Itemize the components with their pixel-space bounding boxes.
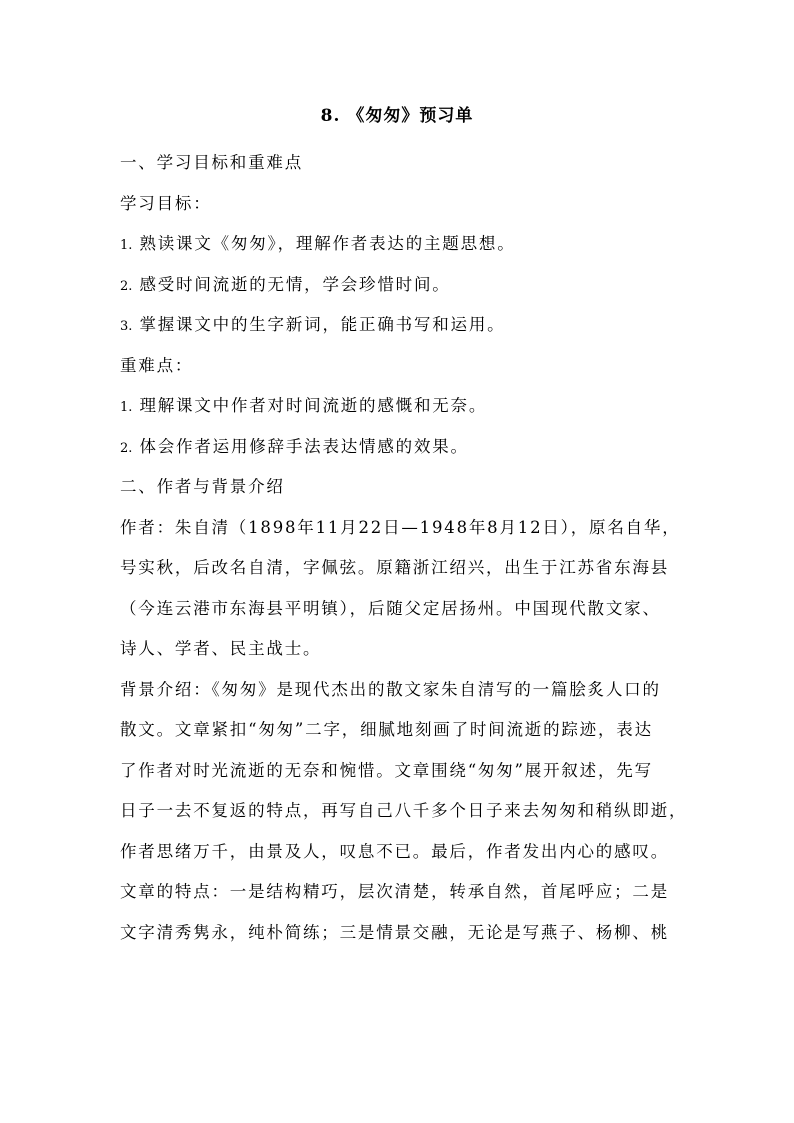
goal-item <box>120 305 690 346</box>
goal-number: 3. <box>120 319 133 334</box>
author-paragraph-line: 诗人、学者、民主战士。 <box>120 639 322 658</box>
background-paragraph-line: 了作者对时光流逝的无奈和惋惜。文章围绕“匆匆”展开叙述，先写 <box>120 760 653 780</box>
difficulty-number: 2. <box>120 440 133 456</box>
goal-text: 感受时间流逝的无情，学会珍惜时间。 <box>132 274 451 294</box>
background-paragraph-line: 背景介绍：《匆匆》是现代杰出的散文家朱自清写的一篇脍炙人口的 <box>120 679 661 699</box>
section-heading-goals: 一、学习目标和重难点 <box>120 153 303 172</box>
goal-number: 2. <box>120 278 133 294</box>
goal-text: 掌握课文中的生字新词，能正确书写和运用。 <box>132 315 506 334</box>
background-paragraph-line: 作者思绪万千，由景及人，叹息不已。最后，作者发出内心的感叹。 <box>120 841 669 861</box>
background-paragraph-line: 文章的特点：一是结构精巧，层次清楚，转承自然，首尾呼应；二是 <box>120 882 669 901</box>
difficulty-text: 理解课文中作者对时间流逝的感慨和无奈。 <box>132 396 488 415</box>
background-paragraph-line: 散文。文章紧扣“匆匆”二字，细腻地刻画了时间流逝的踪迹，表达 <box>120 720 653 739</box>
document-body <box>120 143 690 953</box>
background-paragraph-line: 日子一去不复返的特点，再写自己八千多个日子来去匆匆和稍纵即逝， <box>120 801 688 820</box>
page-title: 8. 《匆匆》预习单 <box>320 106 474 126</box>
difficulties-label: 重难点： <box>120 355 194 375</box>
author-paragraph-line: 号实秋，后改名自清，字佩弦。原籍浙江绍兴，出生于江苏省东海县 <box>120 558 669 577</box>
goal-text: 熟读课文《匆匆》，理解作者表达的主题思想。 <box>132 234 516 253</box>
difficulty-item <box>120 386 690 427</box>
author-paragraph-line: （今连云港市东海县平明镇），后随父定居扬州。中国现代散文家、 <box>120 598 661 618</box>
goal-item <box>120 224 690 265</box>
goal-number: 1. <box>120 238 133 253</box>
section-heading-author: 二、作者与背景介绍 <box>120 477 285 496</box>
author-paragraph-line: 作者：朱自清（1898年11月22日—1948年8月12日），原名自华， <box>120 517 681 537</box>
difficulty-number: 1. <box>120 400 133 415</box>
goals-label: 学习目标： <box>120 193 212 213</box>
background-paragraph-line: 文字清秀隽永，纯朴简练；三是情景交融，无论是写燕子、杨柳、桃 <box>120 922 669 942</box>
difficulty-text: 体会作者运用修辞手法表达情感的效果。 <box>132 436 469 456</box>
difficulty-item <box>120 427 690 468</box>
goal-item <box>120 265 690 306</box>
